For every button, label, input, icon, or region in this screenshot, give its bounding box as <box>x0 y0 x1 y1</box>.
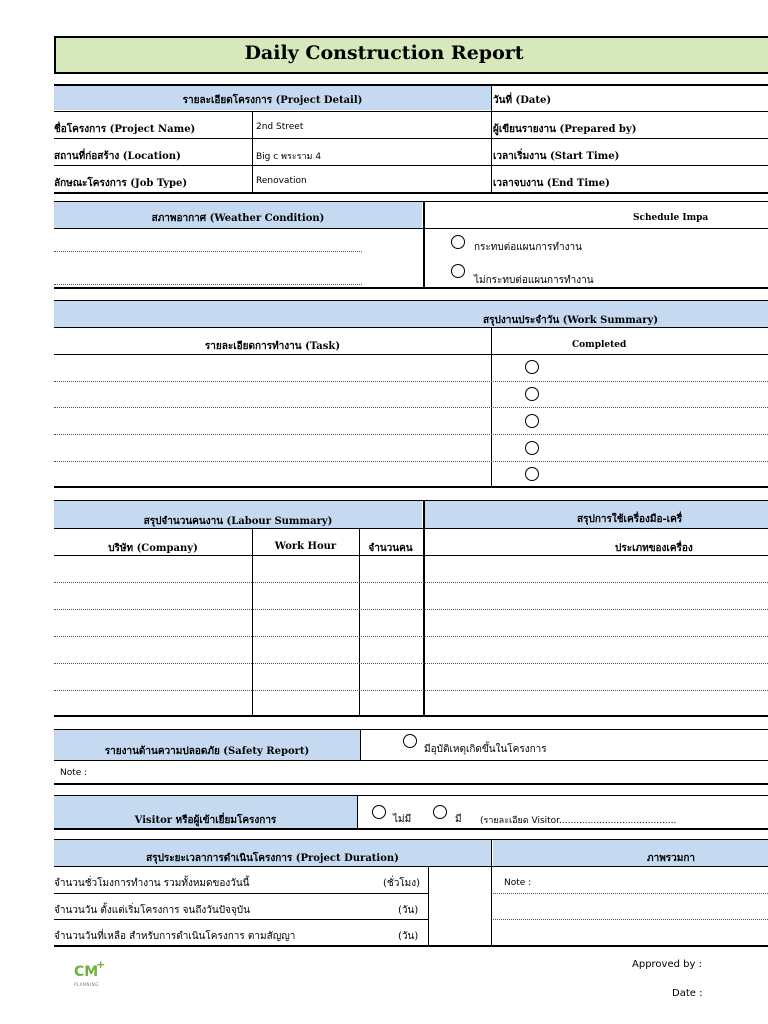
accident-label: มีอุบัติเหตุเกิดขึ้นในโครงการ <box>424 744 547 755</box>
duration-days-remaining-unit: (วัน) <box>398 931 419 942</box>
footer-date-label: Date : <box>672 988 703 999</box>
date-label: วันที่ (Date) <box>493 95 552 106</box>
headcount-header: จำนวนคน <box>368 543 413 554</box>
work-header-bg <box>54 301 768 327</box>
work-summary-header: สรุปงานประจำวัน (Work Summary) <box>483 315 659 326</box>
labour-header: สรุปจำนวนคนงาน (Labour Summary) <box>143 516 333 527</box>
schedule-impact-header: Schedule Impa <box>633 213 709 223</box>
logo-subtext: PLANNING <box>74 982 99 987</box>
overview-note: Note : <box>504 878 532 888</box>
duration-days-remaining-label: จำนวนวันที่เหลือ สำหรับการดำเนินโครงการ ตามสัญญา <box>54 931 296 942</box>
duration-days-elapsed-label: จำนวนวัน ตั้งแต่เริ่มโครงการ จนถึงวันปัจจุบัน <box>54 905 250 916</box>
approved-by-label: Approved by : <box>632 959 702 970</box>
overview-header-bg <box>493 840 768 866</box>
project-name-label: ชื่อโครงการ (Project Name) <box>54 124 196 135</box>
work-hour-header: Work Hour <box>274 541 337 552</box>
cm-planning-logo <box>72 958 112 992</box>
completed-header: Completed <box>572 340 627 350</box>
safety-note: Note : <box>60 768 88 778</box>
visitor-no-radio[interactable] <box>372 805 386 819</box>
logo-plus: + <box>96 958 106 971</box>
logo-text: CM <box>74 964 99 980</box>
duration-hours-unit: (ชั่วโมง) <box>383 878 421 889</box>
no-impact-radio[interactable] <box>451 264 465 278</box>
weather-header: สภาพอากาศ (Weather Condition) <box>151 213 325 224</box>
visitor-no-label: ไม่มี <box>393 814 412 825</box>
completed-check-4[interactable] <box>525 441 539 455</box>
impact-radio[interactable] <box>451 235 465 249</box>
completed-check-5[interactable] <box>525 467 539 481</box>
company-header: บริษัท (Company) <box>108 543 198 554</box>
job-type-value[interactable]: Renovation <box>256 176 307 186</box>
accident-radio[interactable] <box>403 734 417 748</box>
completed-check-3[interactable] <box>525 414 539 428</box>
start-time-label: เวลาเริ่มงาน (Start Time) <box>493 151 620 162</box>
project-header: รายละเอียดโครงการ (Project Detail) <box>182 95 363 106</box>
impact-label: กระทบต่อแผนการทำงาน <box>474 242 582 253</box>
visitor-detail: (รายละเอียด Visitor......................................... <box>480 816 677 826</box>
safety-header: รายงานด้านความปลอดภัย (Safety Report) <box>104 746 310 757</box>
completed-check-2[interactable] <box>525 387 539 401</box>
duration-days-elapsed-unit: (วัน) <box>398 905 419 916</box>
overview-header: ภาพรวมกา <box>647 853 696 864</box>
duration-hours-label: จำนวนชั่วโมงการทำงาน รวมทั้งหมดของวันนี้ <box>54 878 250 889</box>
no-impact-label: ไม่กระทบต่อแผนการทำงาน <box>474 275 594 286</box>
location-value[interactable]: Big c พระราม 4 <box>256 152 322 162</box>
location-label: สถานที่ก่อสร้าง (Location) <box>54 151 181 162</box>
visitor-yes-radio[interactable] <box>433 805 447 819</box>
equipment-header: สรุปการใช้เครื่องมือ-เครื่ <box>577 514 683 525</box>
equipment-type-header: ประเภทของเครื่อง <box>615 543 693 554</box>
job-type-label: ลักษณะโครงการ (Job Type) <box>54 178 188 189</box>
prepared-by-label: ผู้เขียนรายงาน (Prepared by) <box>493 124 637 135</box>
project-name-value[interactable]: 2nd Street <box>256 122 304 132</box>
task-header: รายละเอียดการทำงาน (Task) <box>204 341 341 352</box>
visitor-yes-label: มี <box>455 814 462 825</box>
duration-header: สรุประยะเวลาการดำเนินโครงการ (Project Duration) <box>146 853 399 864</box>
visitor-header: Visitor หรือผู้เข้าเยี่ยมโครงการ <box>134 815 277 826</box>
completed-check-1[interactable] <box>525 360 539 374</box>
page-title: Daily Construction Report <box>244 42 524 64</box>
end-time-label: เวลาจบงาน (End Time) <box>493 178 610 189</box>
